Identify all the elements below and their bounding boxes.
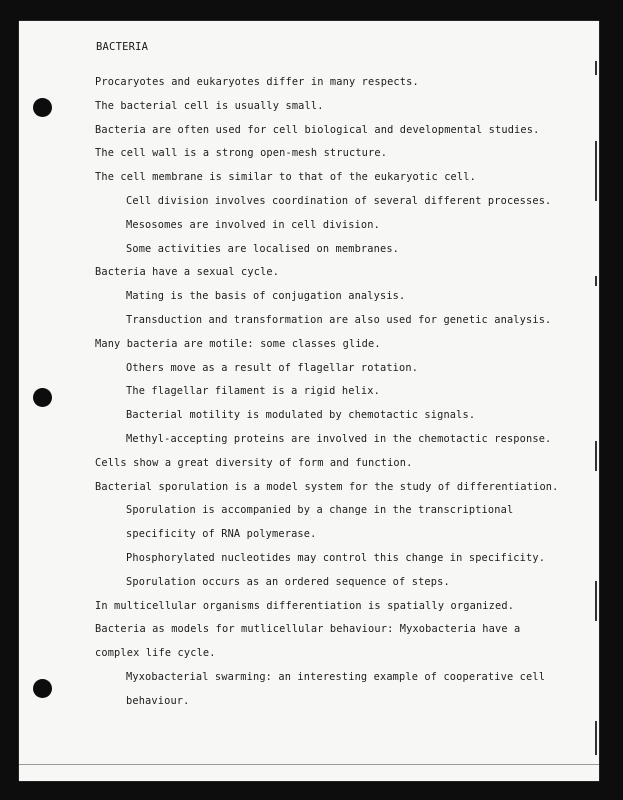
bottom-rule [19,764,599,765]
text-line: Some activities are localised on membranes. [126,242,400,255]
punch-hole [33,679,52,698]
text-line: complex life cycle. [95,647,216,660]
text-line: The cell wall is a strong open-mesh structure. [95,147,388,160]
edge-mark [595,581,597,621]
punch-hole [33,98,52,117]
edge-mark [595,441,597,471]
edge-mark [595,141,597,201]
text-line: behaviour. [126,694,190,707]
text-line: Myxobacterial swarming: an interesting example of cooperative cell [126,671,546,683]
text-line: Cell division involves coordination of several different processes. [126,195,552,207]
text-line: Mesosomes are involved in cell division. [126,218,380,231]
text-line: Procaryotes and eukaryotes differ in many respects. [95,76,419,88]
text-line: Cells show a great diversity of form and function. [95,456,413,469]
text-line: Many bacteria are motile: some classes glide. [95,337,381,350]
text-line: Methyl-accepting proteins are involved in the chemotactic response. [126,433,552,445]
punch-hole [33,388,52,407]
text-line: Bacteria as models for mutlicellular behaviour: Myxobacteria have a [95,623,521,636]
text-line: The flagellar filament is a rigid helix. [126,385,380,398]
edge-mark [595,61,597,75]
text-line: In multicellular organisms differentiation is spatially organized. [95,599,515,612]
text-line: specificity of RNA polymerase. [126,528,317,541]
edge-mark [595,721,597,755]
text-line: Bacterial motility is modulated by chemotactic signals. [126,409,476,422]
text-line: Phosphorylated nucleotides may control this change in specificity. [126,552,546,564]
text-line: Sporulation is accompanied by a change in the transcriptional [126,504,514,517]
text-line: The cell membrane is similar to that of the eukaryotic cell. [95,171,476,184]
text-line: Mating is the basis of conjugation analysis. [126,290,406,303]
text-line: The bacterial cell is usually small. [95,99,324,112]
text-line: Sporulation occurs as an ordered sequence of steps. [126,575,450,588]
text-line: Bacterial sporulation is a model system for the study of differentiation. [95,480,559,493]
edge-mark [595,276,597,286]
text-line: Bacteria have a sexual cycle. [95,266,280,279]
document-page [19,21,599,781]
document-title: BACTERIA [96,41,149,53]
text-line: Bacteria are often used for cell biological and developmental studies. [95,123,540,136]
text-line: Others move as a result of flagellar rotation. [126,361,419,374]
text-line: Transduction and transformation are also used for genetic analysis. [126,314,552,326]
